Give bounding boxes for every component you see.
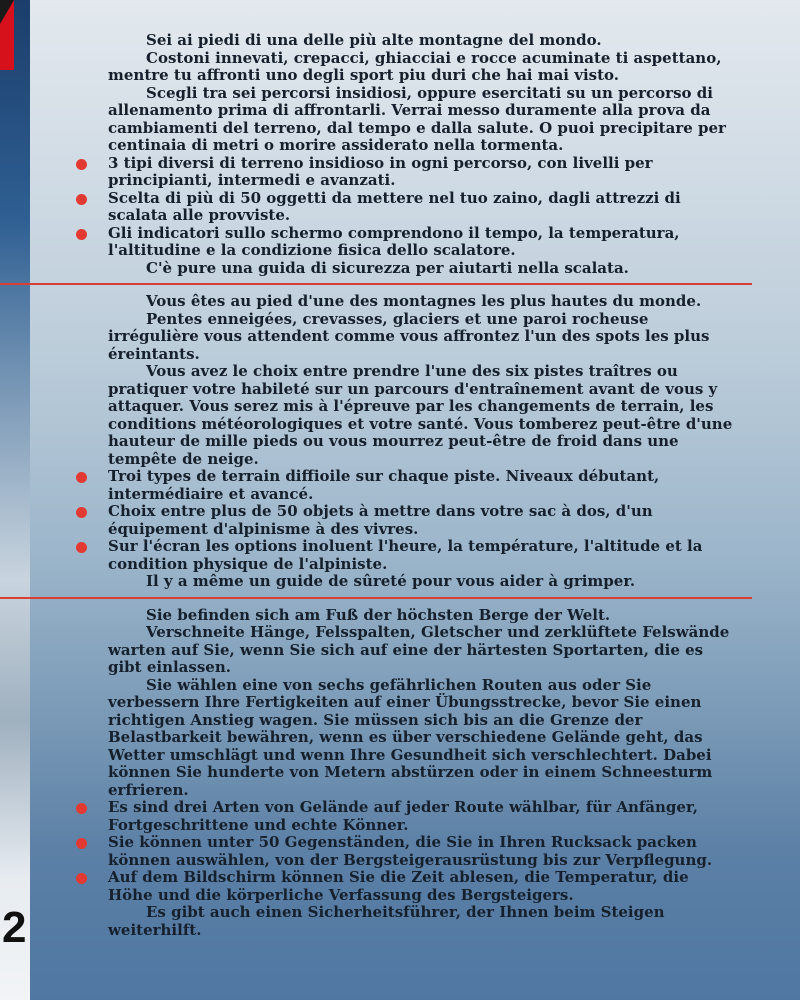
paragraph-text: Auf dem Bildschirm können Sie die Zeit ablesen, die Temperatur, die Höhe und die körperliche Verfassung des Bergsteigers. xyxy=(108,868,689,904)
paragraph xyxy=(108,85,738,155)
paragraph-text: Vous êtes au pied d'une des montagnes les plus hautes du monde. xyxy=(146,292,702,310)
bullet-dot-icon xyxy=(76,159,87,170)
paragraph-text: Choix entre plus de 50 objets à mettre dans votre sac à dos, d'un équipement d'alpinisme à des vivres. xyxy=(108,502,653,538)
paragraph xyxy=(108,311,738,364)
paragraph-text: Sie wählen eine von sechs gefährlichen Routen aus oder Sie verbessern Ihre Fertigkeiten auf einer Übungsstrecke, bevor Sie einen richtigen Anstieg wagen. Sie müssen sich bis an die Grenze der Belastbarkeit bewähren, wenn es über verschiedene Gelände geht, das Wetter umschlägt und wenn Ihre Gesundheit sich verschlechtert. Dabei können Sie hunderte von Metern abstürzen oder in einem Schneesturm erfrieren. xyxy=(108,675,713,799)
bullet-dot-icon xyxy=(76,873,87,884)
left-cover-strip xyxy=(0,0,30,1000)
bullet-item xyxy=(108,834,738,869)
bullet-item xyxy=(108,869,738,904)
paragraph xyxy=(108,624,738,677)
paragraph xyxy=(108,904,738,939)
bullet-dot-icon xyxy=(76,194,87,205)
bullet-dot-icon xyxy=(76,472,87,483)
section-1 xyxy=(108,32,738,277)
paragraph-text: Gli indicatori sullo schermo comprendono il tempo, la temperatura, l'altitudine e la condizione fisica dello scalatore. xyxy=(108,223,680,259)
bullet-dot-icon xyxy=(76,542,87,553)
paragraph-text: Costoni innevati, crepacci, ghiacciai e rocce acuminate ti aspettano, mentre tu affronti uno degli sport piu duri che hai mai visto. xyxy=(108,48,722,84)
paragraph xyxy=(108,260,738,278)
paragraph xyxy=(108,293,738,311)
paragraph xyxy=(108,363,738,468)
paragraph-text: C'è pure una guida di sicurezza per aiutarti nella scalata. xyxy=(146,258,629,277)
paragraph xyxy=(108,607,738,625)
section-divider xyxy=(0,283,752,285)
paragraph-text: 3 tipi diversi di terreno insidioso in ogni percorso, con livelli per principianti, intermedi e avanzati. xyxy=(108,153,653,189)
bullet-item xyxy=(108,155,738,190)
paragraph-text: Scegli tra sei percorsi insidiosi, oppure esercitati su un percorso di allenamento prima di affrontarli. Verrai messo duramente alla prova da cambiamenti del terreno, dal tempo e dalla salute. O puoi precipitare per centinaia di metri o morire assiderato nella tormenta. xyxy=(108,83,726,154)
bullet-dot-icon xyxy=(76,507,87,518)
paragraph-text: Sur l'écran les options inoluent l'heure, la température, l'altitude et la condition physique de l'alpiniste. xyxy=(108,537,703,573)
paragraph-text: Troi types de terrain diffioile sur chaque piste. Niveaux débutant, intermédiaire et avancé. xyxy=(108,467,660,503)
paragraph-text: Es sind drei Arten von Gelände auf jeder Route wählbar, für Anfänger, Fortgeschrittene und echte Könner. xyxy=(108,798,699,834)
bullet-item xyxy=(108,225,738,260)
section-3 xyxy=(108,607,738,940)
bullet-item xyxy=(108,468,738,503)
paragraph-text: Pentes enneigées, crevasses, glaciers et une paroi rocheuse irrégulière vous attendent comme vous affrontez l'un des spots les plus éreintants. xyxy=(108,309,710,363)
paragraph xyxy=(108,677,738,800)
paragraph-text: Vous avez le choix entre prendre l'une des six pistes traîtres ou pratiquer votre habileté sur un parcours d'entraînement avant de vous y attaquer. Vous serez mis à l'épreuve par les changements de terrain, les conditions météorologiques et votre santé. Vous tomberez peut-être d'une hauteur de mille pieds ou vous mourrez peut-être de froid dans une tempête de neige. xyxy=(108,362,733,468)
section-2 xyxy=(108,293,738,591)
paragraph xyxy=(108,573,738,591)
paragraph-text: Scelta di più di 50 oggetti da mettere nel tuo zaino, dagli attrezzi di scalata alle provviste. xyxy=(108,188,681,224)
bullet-item xyxy=(108,799,738,834)
paragraph-text: Il y a même un guide de sûreté pour vous aider à grimper. xyxy=(146,572,636,590)
bullet-item xyxy=(108,190,738,225)
bullet-dot-icon xyxy=(76,803,87,814)
bullet-dot-icon xyxy=(76,838,87,849)
paragraph xyxy=(108,32,738,50)
bullet-dot-icon xyxy=(76,229,87,240)
bullet-item xyxy=(108,503,738,538)
document-body xyxy=(108,32,738,939)
section-divider xyxy=(0,597,752,599)
cover-digit: 2 xyxy=(2,903,27,952)
paragraph-text: Verschneite Hänge, Felsspalten, Gletscher und zerklüftete Felswände warten auf Sie, wenn Sie sich auf eine der härtesten Sportarten, die es gibt einlassen. xyxy=(108,623,730,676)
paragraph-text: Sie befinden sich am Fuß der höchsten Berge der Welt. xyxy=(146,605,611,624)
paragraph-text: Sie können unter 50 Gegenständen, die Sie in Ihren Rucksack packen können auswählen, von der Bergsteigerausrüstung bis zur Verpflegung. xyxy=(108,833,713,869)
bullet-item xyxy=(108,538,738,573)
paragraph-text: Es gibt auch einen Sicherheitsführer, der Ihnen beim Steigen weiterhilft. xyxy=(108,903,665,939)
paragraph-text: Sei ai piedi di una delle più alte montagne del mondo. xyxy=(146,31,602,49)
paragraph xyxy=(108,50,738,85)
